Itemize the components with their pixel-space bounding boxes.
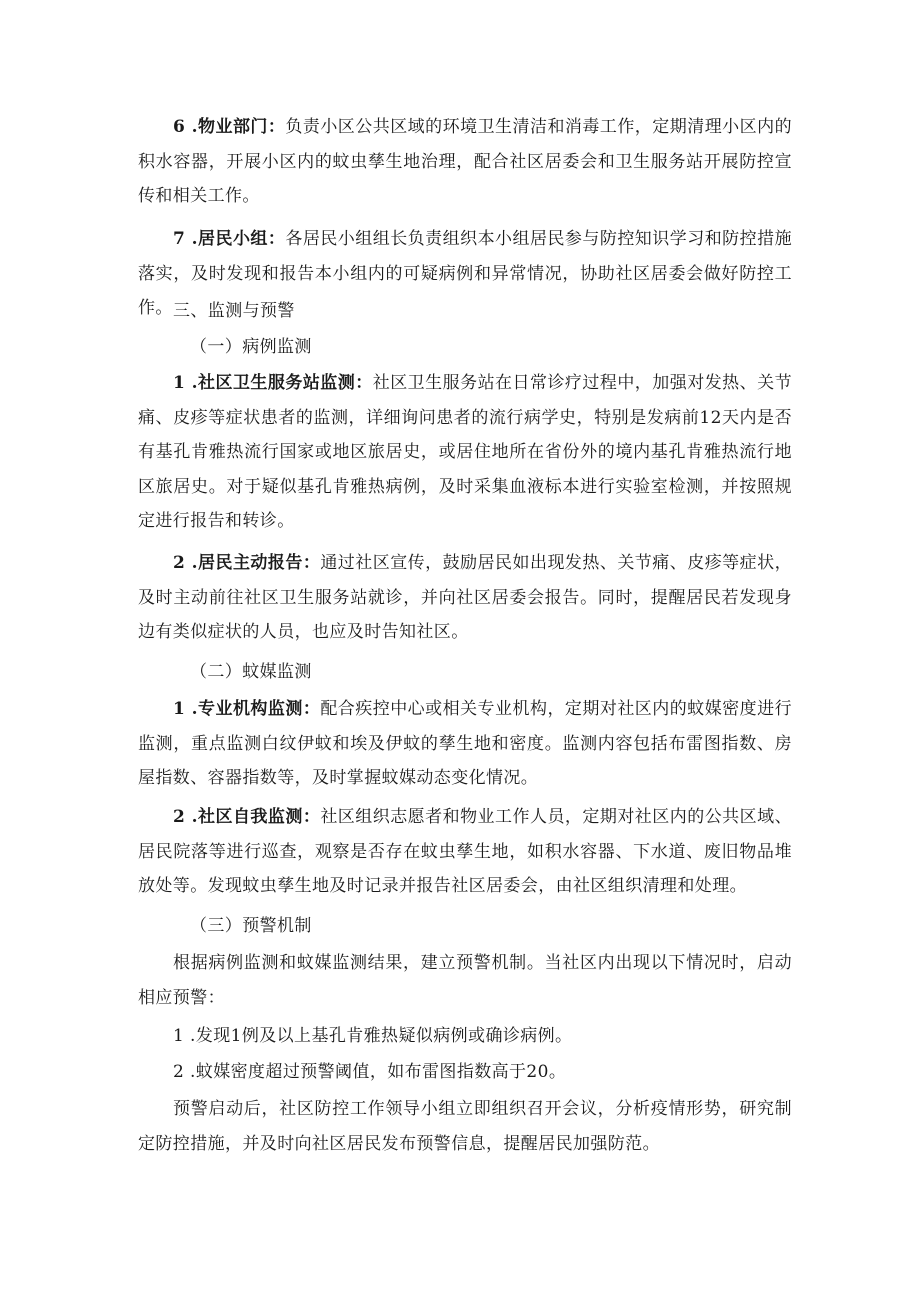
paragraph-label: 1 .专业机构监测：	[173, 699, 321, 719]
paragraph-label: 2 .居民主动报告：	[173, 553, 321, 573]
list-item-vector-density: 2 .蚊媒密度超过预警阈值，如布雷图指数高于20。	[173, 1062, 567, 1082]
section-heading-monitoring-warning: 三、监测与预警	[173, 301, 295, 321]
paragraph-text: 各居民小组组长负责组织本小组居民参与防控知识学习和防控措施落实，及时发现和报告本小组内的可疑病例和异常情况，协助社区居委会做好防控工作。	[138, 229, 792, 319]
paragraph-resident-self-report	[138, 546, 792, 650]
paragraph-text: 负责小区公共区域的环境卫生清洁和消毒工作，定期清理小区内的积水容器，开展小区内的蚊虫孳生地治理，配合社区居委会和卫生服务站开展防控宣传和相关工作。	[138, 117, 792, 207]
list-item-suspected-case: 1 .发现1例及以上基孔肯雅热疑似病例或确诊病例。	[173, 1026, 573, 1046]
subsection-heading-case-monitoring: （一）病例监测	[190, 337, 312, 357]
paragraph-label: 1 .社区卫生服务站监测：	[173, 373, 373, 393]
paragraph-text: 社区组织志愿者和物业工作人员，定期对社区内的公共区域、居民院落等进行巡查，观察是否存在蚊虫孳生地，如积水容器、下水道、废旧物品堆放处等。发现蚊虫孳生地及时记录并报告社区居委会，由社区组织清理和处理。	[138, 807, 792, 897]
paragraph-warning-action: 预警启动后，社区防控工作领导小组立即组织召开会议，分析疫情形势，研究制定防控措施，并及时向社区居民发布预警信息，提醒居民加强防范。	[138, 1099, 792, 1154]
paragraph-text: 社区卫生服务站在日常诊疗过程中，加强对发热、关节痛、皮疹等症状患者的监测，详细询问患者的流行病学史，特别是发病前12天内是否有基孔肯雅热流行国家或地区旅居史，或居住地所在省份外的境内基孔肯雅热流行地区旅居史。对于疑似基孔肯雅热病例，及时采集血液标本进行实验室检测，并按照规定进行报告和转诊。	[138, 373, 792, 532]
paragraph-health-station-monitoring	[138, 366, 792, 539]
paragraph-property-department	[138, 110, 792, 214]
paragraph-text: 通过社区宣传，鼓励居民如出现发热、关节痛、皮疹等症状，及时主动前往社区卫生服务站就诊，并向社区居委会报告。同时，提醒居民若发现身边有类似症状的人员，也应及时告知社区。	[138, 553, 792, 643]
paragraph-label: 6 .物业部门：	[173, 117, 286, 137]
subsection-heading-vector-monitoring: （二）蚊媒监测	[190, 662, 312, 682]
paragraph-community-self-monitoring	[138, 800, 792, 904]
paragraph-text: 配合疾控中心或相关专业机构，定期对社区内的蚊媒密度进行监测，重点监测白纹伊蚊和埃及伊蚊的孳生地和密度。监测内容包括布雷图指数、房屋指数、容器指数等，及时掌握蚊媒动态变化情况。	[138, 699, 792, 789]
paragraph-label: 7 .居民小组：	[173, 229, 286, 249]
subsection-heading-warning-mechanism: （三）预警机制	[190, 916, 312, 936]
paragraph-warning-intro: 根据病例监测和蚊媒监测结果，建立预警机制。当社区内出现以下情况时，启动相应预警：	[138, 953, 792, 1008]
paragraph-agency-monitoring	[138, 692, 792, 796]
paragraph-label: 2 .社区自我监测：	[173, 807, 321, 827]
